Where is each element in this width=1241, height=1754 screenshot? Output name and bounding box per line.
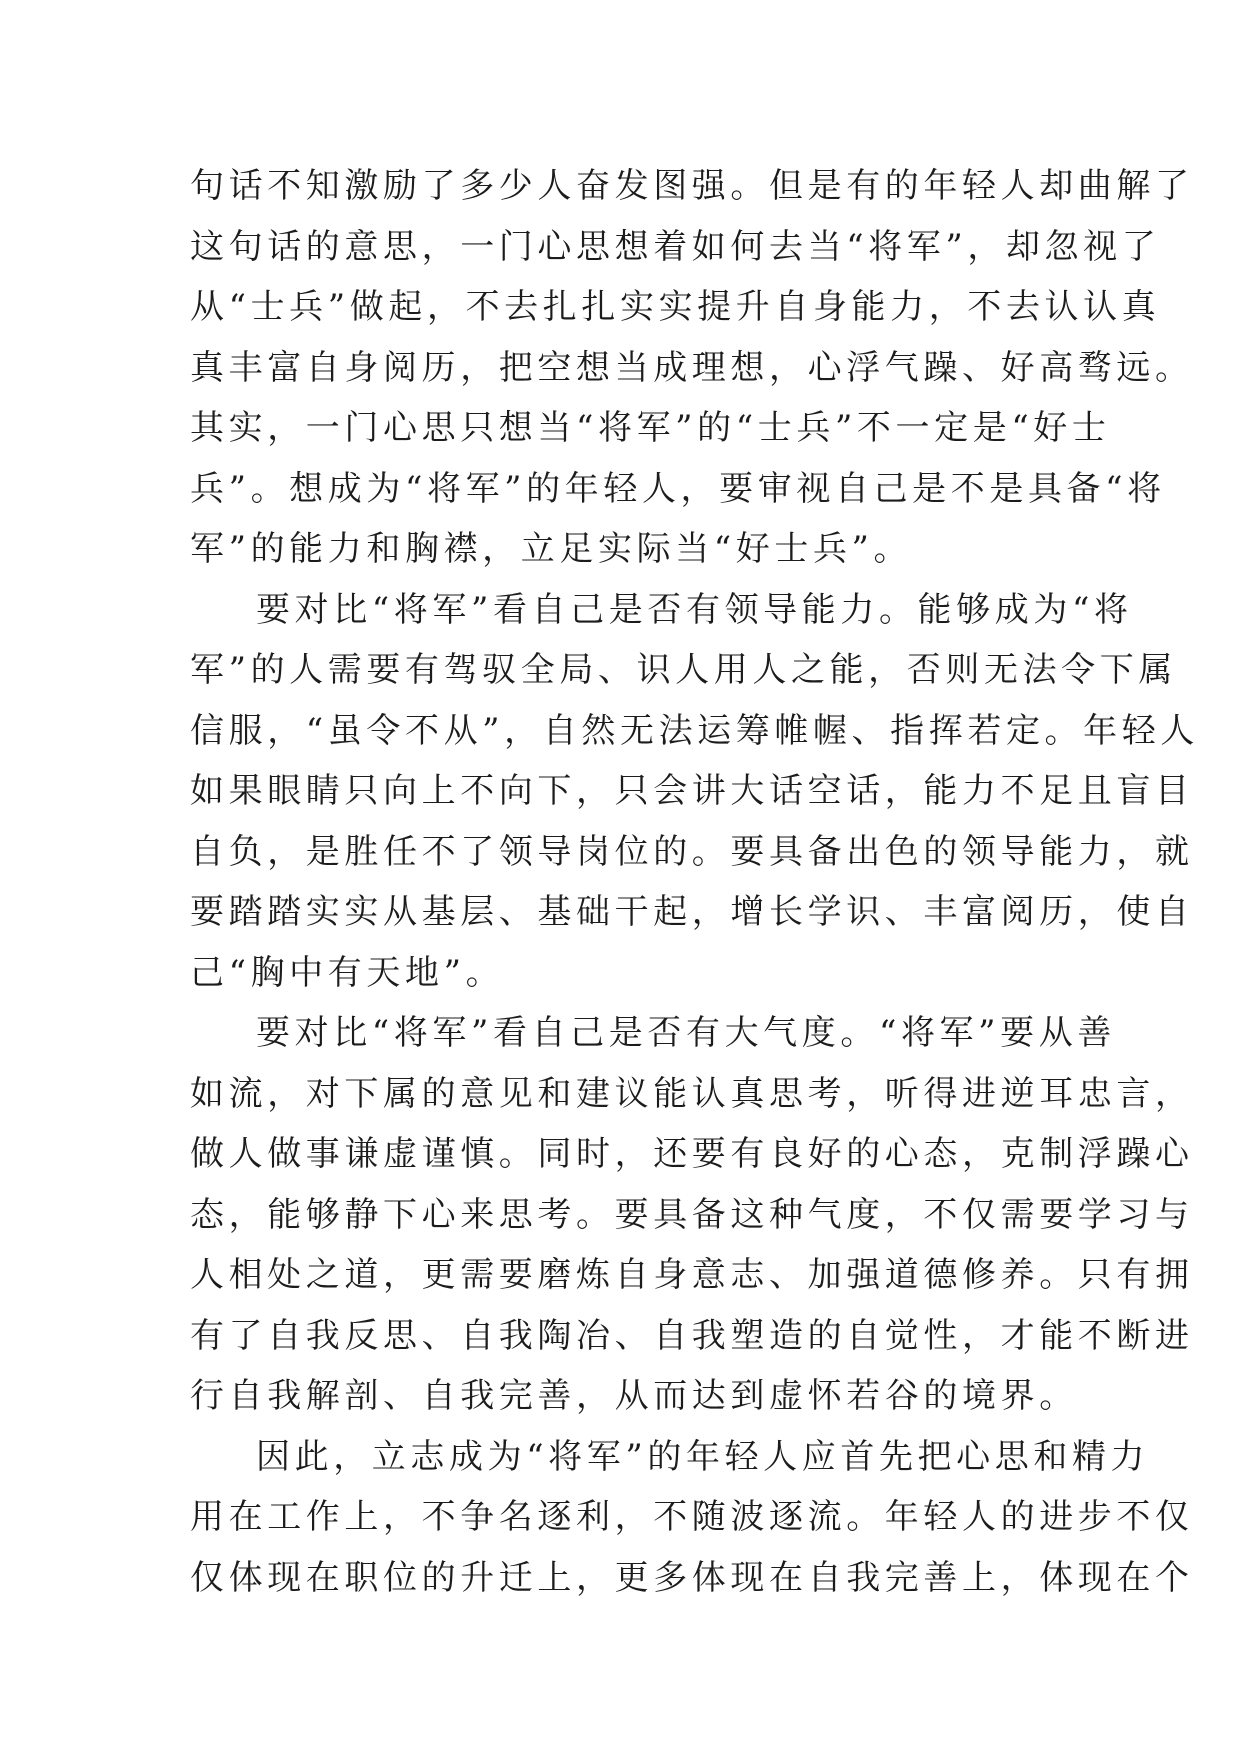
text-line: 如流，对下属的意见和建议能认真思考，听得进逆耳忠言， <box>190 1073 1194 1114</box>
text-line: 做人做事谦虚谨慎。同时，还要有良好的心态，克制浮躁心 <box>190 1134 1194 1174</box>
text-line: 军”的能力和胸襟，立足实际当“好士兵”。 <box>190 529 913 569</box>
text-line: 态，能够静下心来思考。要具备这种气度，不仅需要学习与 <box>190 1194 1194 1235</box>
body-text <box>190 156 1199 1608</box>
text-line: 兵”。想成为“将军”的年轻人，要审视自己是不是具备“将 <box>190 468 1166 509</box>
text-line: 自负，是胜任不了领导岗位的。要具备出色的领导能力，就 <box>190 831 1194 872</box>
text-line: 人相处之道，更需要磨炼自身意志、加强道德修养。只有拥 <box>190 1255 1194 1295</box>
paragraph-start-line: 因此，立志成为“将军”的年轻人应首先把心思和精力 <box>256 1436 1150 1477</box>
text-line: 从“士兵”做起，不去扎扎实实提升自身能力，不去认认真 <box>190 287 1161 327</box>
text-line: 仅体现在职位的升迁上，更多体现在自我完善上，体现在个 <box>190 1557 1194 1598</box>
text-line: 有了自我反思、自我陶冶、自我塑造的自觉性，才能不断进 <box>190 1315 1194 1356</box>
text-line: 如果眼睛只向上不向下，只会讲大话空话，能力不足且盲目 <box>190 771 1194 811</box>
paragraph-start-line: 要对比“将军”看自己是否有领导能力。能够成为“将 <box>256 589 1133 630</box>
text-line: 己“胸中有天地”。 <box>190 952 505 993</box>
text-line: 要踏踏实实从基层、基础干起，增长学识、丰富阅历，使自 <box>190 892 1194 932</box>
text-line: 这句话的意思，一门心思想着如何去当“将军”，却忽视了 <box>190 226 1161 267</box>
text-line: 用在工作上，不争名逐利，不随波逐流。年轻人的进步不仅 <box>190 1497 1194 1537</box>
text-line: 句话不知激励了多少人奋发图强。但是有的年轻人却曲解了 <box>190 166 1194 206</box>
text-line: 军”的人需要有驾驭全局、识人用人之能，否则无法令下属 <box>190 650 1177 690</box>
text-line: 行自我解剖、自我完善，从而达到虚怀若谷的境界。 <box>190 1376 1078 1416</box>
paragraph-start-line: 要对比“将军”看自己是否有大气度。“将军”要从善 <box>256 1013 1116 1053</box>
text-line: 信服，“虽令不从”，自然无法运筹帷幄、指挥若定。年轻人 <box>190 710 1199 751</box>
text-line: 真丰富自身阅历，把空想当成理想，心浮气躁、好高骛远。 <box>190 347 1194 388</box>
text-line: 其实，一门心思只想当“将军”的“士兵”不一定是“好士 <box>190 408 1111 448</box>
